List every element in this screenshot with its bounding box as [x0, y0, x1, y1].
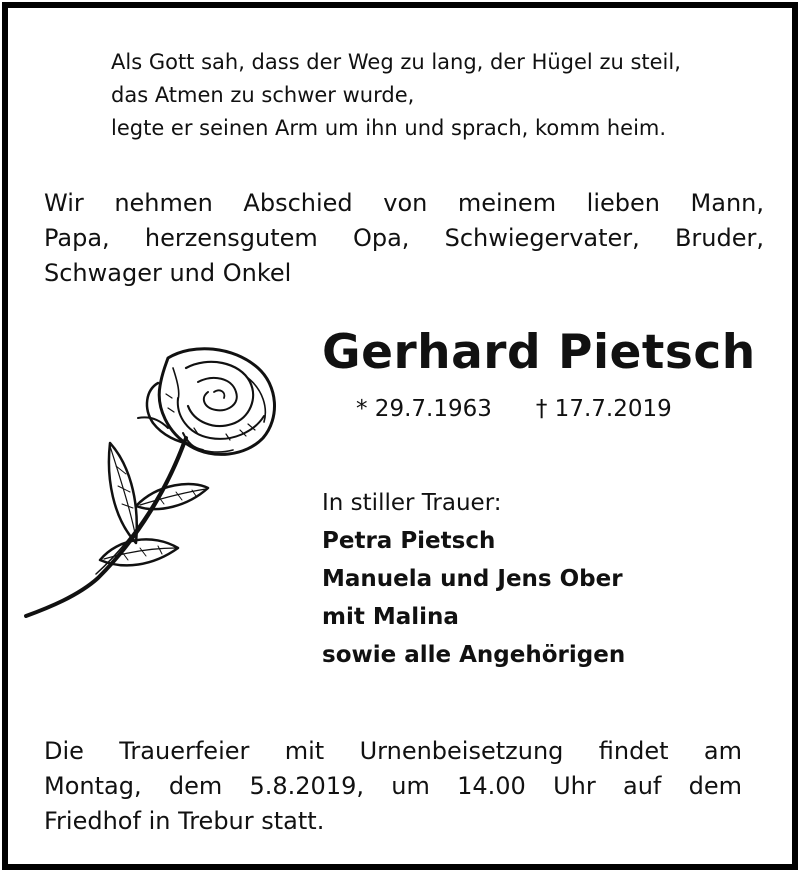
farewell-text [44, 186, 764, 291]
poem-line: das Atmen zu schwer wurde, [111, 83, 415, 107]
life-dates [356, 396, 672, 422]
death-date: † 17.7.2019 [535, 396, 672, 422]
mourner-name: mit Malina [322, 604, 459, 630]
funeral-line: Montag, dem 5.8.2019, um 14.00 Uhr auf dem [44, 772, 742, 800]
obituary-notice [2, 2, 798, 870]
mourner-name: sowie alle Angehörigen [322, 642, 626, 668]
funeral-info [44, 734, 742, 839]
farewell-line: Wir nehmen Abschied von meinem lieben Mann, [44, 189, 764, 217]
farewell-line: Schwager und Onkel [44, 259, 292, 287]
rose-icon [18, 338, 288, 618]
funeral-line: Friedhof in Trebur statt. [44, 807, 325, 835]
farewell-line: Papa, herzensgutem Opa, Schwiegervater, Bruder, [44, 224, 764, 252]
poem [111, 46, 681, 145]
birth-date: * 29.7.1963 [356, 396, 492, 422]
mourner-name: Manuela und Jens Ober [322, 566, 623, 592]
poem-line: legte er seinen Arm um ihn und sprach, komm heim. [111, 116, 667, 140]
mourning-heading: In stiller Trauer: [322, 490, 502, 516]
mourners-block [322, 484, 625, 674]
deceased-name: Gerhard Pietsch [322, 325, 756, 380]
mourner-name: Petra Pietsch [322, 528, 496, 554]
poem-line: Als Gott sah, dass der Weg zu lang, der Hügel zu steil, [111, 50, 681, 74]
funeral-line: Die Trauerfeier mit Urnenbeisetzung findet am [44, 737, 742, 765]
